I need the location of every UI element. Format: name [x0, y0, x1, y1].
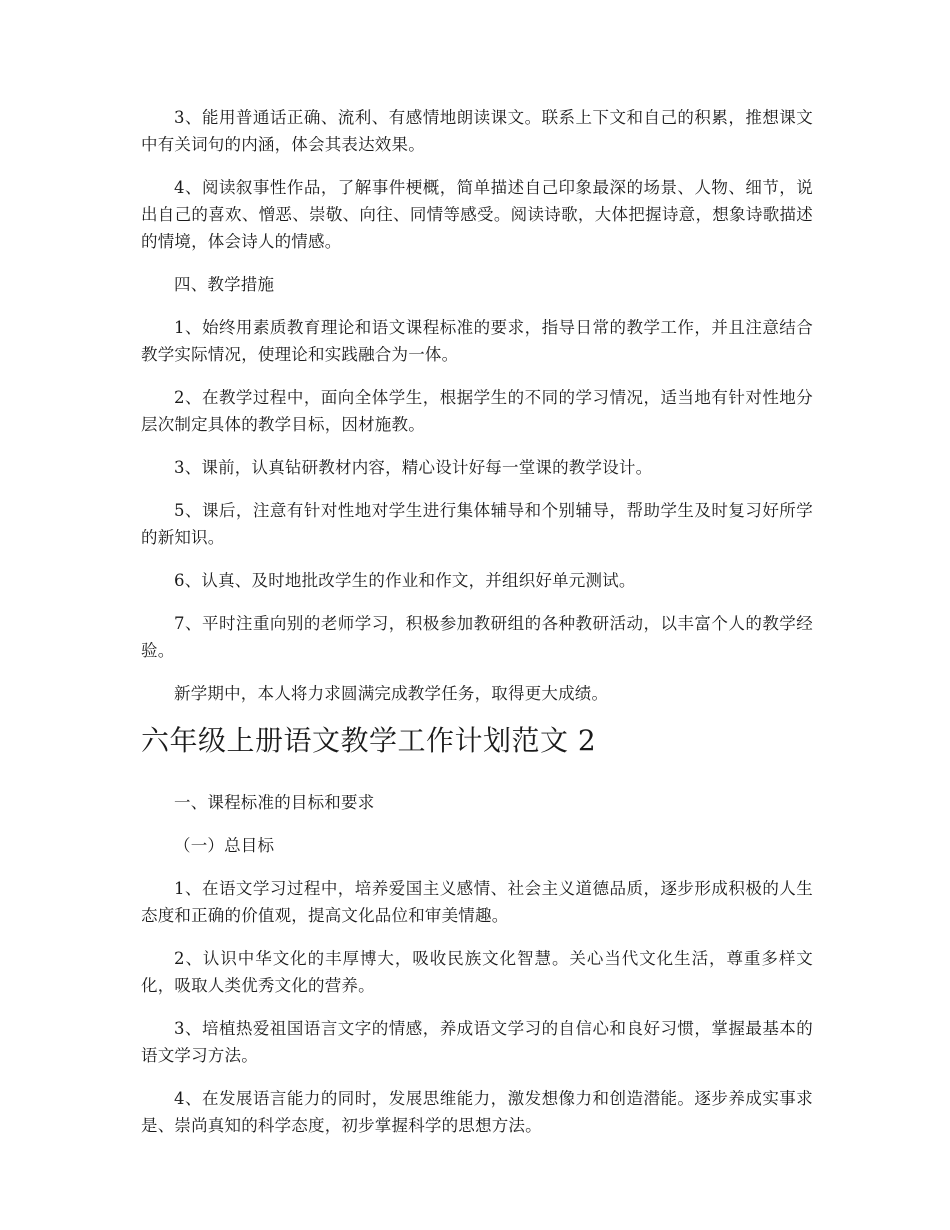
paragraph-measure-1: 1、始终用素质教育理论和语文课程标准的要求，指导日常的教学工作，并且注意结合教学实际情况，使理论和实践融合为一体。: [141, 318, 813, 364]
paragraph-measure-6: 6、认真、及时地批改学生的作业和作文，并组织好单元测试。: [174, 571, 636, 590]
paragraph-closing: 新学期中，本人将力求圆满完成教学任务，取得更大成绩。: [174, 684, 609, 703]
paragraph-goal-3: 3、培植热爱祖国语言文字的情感，养成语文学习的自信心和良好习惯，掌握最基本的语文学习方法。: [141, 1019, 813, 1065]
section-title-curriculum-goals: 一、课程标准的目标和要求: [174, 793, 375, 812]
document-page: [141, 104, 813, 1155]
paragraph-measure-3: 3、课前，认真钻研教材内容，精心设计好每一堂课的教学设计。: [174, 458, 653, 477]
paragraph-measure-7: 7、平时注重向别的老师学习，积极参加教研组的各种教研活动，以丰富个人的教学经验。: [141, 614, 813, 660]
paragraph-measure-5: 5、课后，注意有针对性地对学生进行集体辅导和个别辅导，帮助学生及时复习好所学的新知识。: [141, 501, 813, 547]
paragraph-goal-4: 4、在发展语言能力的同时，发展思维能力，激发想像力和创造潜能。逐步养成实事求是、崇尚真知的科学态度，初步掌握科学的思想方法。: [141, 1089, 813, 1135]
paragraph-goal-1: 1、在语文学习过程中，培养爱国主义感情、社会主义道德品质，逐步形成积极的人生态度和正确的价值观，提高文化品位和审美情趣。: [141, 879, 813, 925]
subsection-title-general-goals: （一）总目标: [174, 836, 275, 855]
paragraph-reading-aloud: 3、能用普通话正确、流利、有感情地朗读课文。联系上下文和自己的积累，推想课文中有关词句的内涵，体会其表达效果。: [141, 108, 813, 154]
document-heading: 六年级上册语文教学工作计划范文 2: [141, 724, 597, 757]
section-title-teaching-measures: 四、教学措施: [174, 275, 275, 294]
paragraph-measure-2: 2、在教学过程中，面向全体学生，根据学生的不同的学习情况，适当地有针对性地分层次制定具体的教学目标，因材施教。: [141, 388, 813, 434]
paragraph-narrative-reading: 4、阅读叙事性作品，了解事件梗概，简单描述自己印象最深的场景、人物、细节，说出自己的喜欢、憎恶、崇敬、向往、同情等感受。阅读诗歌，大体把握诗意，想象诗歌描述的情境，体会诗人的情感。: [141, 178, 813, 251]
paragraph-goal-2: 2、认识中华文化的丰厚博大，吸收民族文化智慧。关心当代文化生活，尊重多样文化，吸取人类优秀文化的营养。: [141, 949, 813, 995]
